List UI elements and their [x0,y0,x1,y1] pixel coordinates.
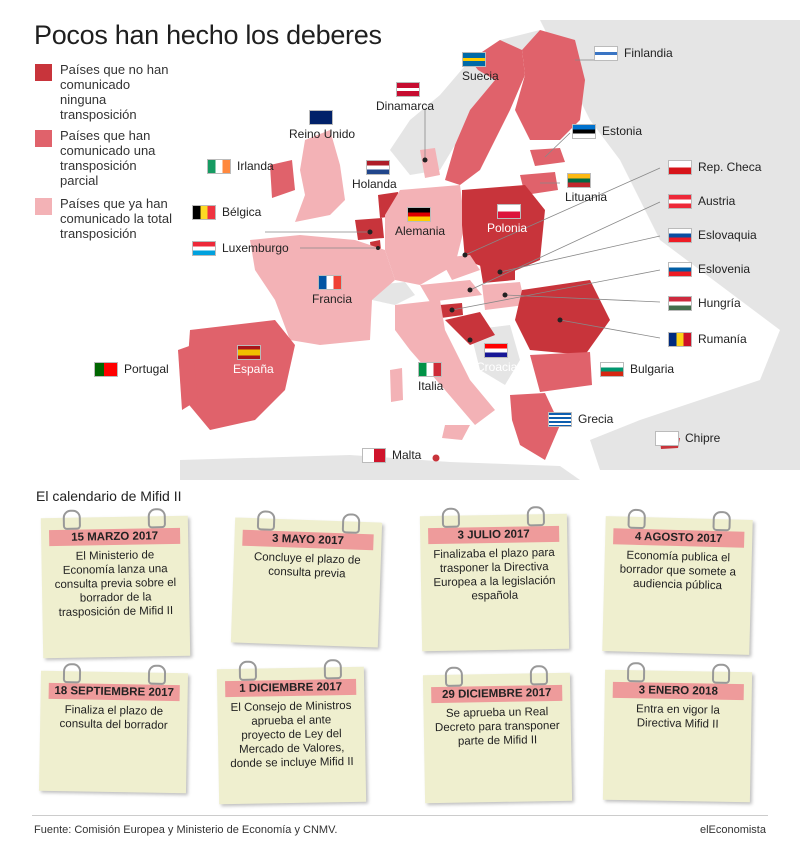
label-lituania: Lituania [565,173,607,204]
paperclip-icon [239,661,257,681]
finland-flag [594,46,618,61]
footer-divider [32,815,768,816]
note-date: 3 MAYO 2017 [242,530,373,551]
note-text: Se aprueba un Real Decreto para transponer parte de Mifid II [434,706,560,748]
paperclip-icon [527,506,545,526]
note-date: 3 ENERO 2018 [613,682,744,700]
legend-swatch-total [35,198,52,215]
label-suecia: Suecia [462,52,499,83]
paperclip-icon [445,667,463,687]
note-text: Concluye el plazo de consulta previa [253,551,361,581]
note-date: 3 JULIO 2017 [428,526,559,544]
legend-item-none [35,62,175,122]
denmark-flag [396,82,420,97]
label-rep-checa: Rep. Checa [668,160,761,175]
paperclip-icon [342,513,361,534]
legend-swatch-partial [35,130,52,147]
calendar-note [602,516,752,655]
estonia-flag [572,124,596,139]
brand-logo-text: elEconomista [699,824,766,836]
paperclip-icon [63,510,81,530]
label-malta: Malta [362,448,421,463]
note-text: El Ministerio de Economía lanza una consulta previa sobre el borrador de la trasposición de Mifid II [54,549,177,619]
label-irlanda: Irlanda [207,159,274,174]
label-luxemburgo: Luxemburgo [192,241,289,256]
country-eslovaquia [480,262,515,283]
paperclip-icon [148,665,166,685]
label-belgica: Bélgica [192,205,261,220]
country-estonia [530,148,565,166]
paperclip-icon [530,665,548,685]
country-austria [420,280,482,302]
slovakia-flag [668,228,692,243]
paperclip-icon [712,664,730,684]
hungary-flag [668,296,692,311]
calendar-note [423,673,572,804]
label-eslovaquia: Eslovaquia [668,228,757,243]
sweden-flag [462,52,486,67]
legend-label-none: Países que no han comunicado ninguna transposición [60,62,169,122]
note-date: 4 AGOSTO 2017 [613,528,744,547]
label-italia: Italia [418,362,443,393]
label-polonia: Polonia [487,204,527,235]
label-francia: Francia [312,275,352,306]
austria-flag [668,194,692,209]
country-belgica [355,218,384,240]
uk-flag [309,110,333,125]
paperclip-icon [63,663,81,683]
label-finlandia: Finlandia [594,46,673,61]
calendar-note [217,667,366,805]
paperclip-icon [257,510,276,531]
source-note: Fuente: Comisión Europea y Ministerio de Economía y CNMV. [34,824,338,836]
label-estonia: Estonia [572,124,642,139]
italy-flag [418,362,442,377]
paperclip-icon [712,511,731,531]
note-text: Finalizaba el plazo para trasponer la Directiva Europea a la legislación española [433,546,556,603]
calendar-note [231,517,382,647]
country-reino-unido [295,130,345,222]
legend-item-total [35,196,175,241]
label-chipre: Chipre [655,431,720,446]
cyprus-flag [655,431,679,446]
label-bulgaria: Bulgaria [600,362,674,377]
legend-label-total: Países que ya han comunicado la total transposición [60,196,173,241]
romania-flag [668,332,692,347]
paperclip-icon [148,508,166,528]
label-austria: Austria [668,194,735,209]
calendar-note [39,671,188,794]
germany-flag [407,207,431,222]
calendar-note [41,516,190,659]
netherlands-flag [366,160,390,175]
country-rumania [515,280,610,355]
label-alemania: Alemania [395,207,445,238]
label-eslovenia: Eslovenia [668,262,750,277]
note-date: 1 DICIEMBRE 2017 [225,679,356,697]
note-text: El Consejo de Ministros aprueba el ante proyecto de Ley del Mercado de Valores, donde se incluye Mifid II [230,699,354,771]
calendar-note [420,514,569,652]
legend-swatch-none [35,64,52,81]
spain-flag [237,345,261,360]
paperclip-icon [324,659,342,679]
note-text: Economía publica el borrador que somete a audiencia pública [619,549,737,593]
label-portugal: Portugal [94,362,169,377]
legend-item-partial [35,128,175,188]
country-italia-cerdena [390,368,403,402]
note-date: 15 MARZO 2017 [49,528,180,546]
paperclip-icon [627,509,646,529]
calendar-title: El calendario de Mifid II [36,488,182,504]
paperclip-icon [442,508,460,528]
bulgaria-flag [600,362,624,377]
calendar-note [603,670,752,803]
country-italia-sicilia [442,425,470,440]
country-bulgaria [530,352,592,392]
note-text: Entra en vigor la Directiva Mifid II [635,703,720,731]
legend-label-partial: Países que han comunicado una transposición parcial [60,128,156,188]
greece-flag [548,412,572,427]
label-holanda: Holanda [352,160,397,191]
paperclip-icon [627,662,645,682]
label-dinamarca: Dinamarca [376,82,434,113]
czech-flag [668,160,692,175]
ireland-flag [207,159,231,174]
label-grecia: Grecia [548,412,613,427]
malta-flag [362,448,386,463]
country-malta [433,455,440,462]
luxembourg-flag [192,241,216,256]
croatia-flag [484,343,508,358]
note-date: 18 SEPTIEMBRE 2017 [49,683,180,701]
portugal-flag [94,362,118,377]
lithuania-flag [567,173,591,188]
label-rumania: Rumanía [668,332,747,347]
belgium-flag [192,205,216,220]
note-text: Finaliza el plazo de consulta del borrador [59,704,168,732]
map-title: Pocos han hecho los deberes [34,20,382,50]
label-hungria: Hungría [668,296,741,311]
note-date: 29 DICIEMBRE 2017 [431,685,562,703]
france-flag [318,275,342,290]
poland-flag [497,204,521,219]
label-croacia: Croacia [476,343,517,374]
slovenia-flag [668,262,692,277]
label-reino-unido: Reino Unido [289,110,355,141]
label-espana: España [233,345,274,376]
